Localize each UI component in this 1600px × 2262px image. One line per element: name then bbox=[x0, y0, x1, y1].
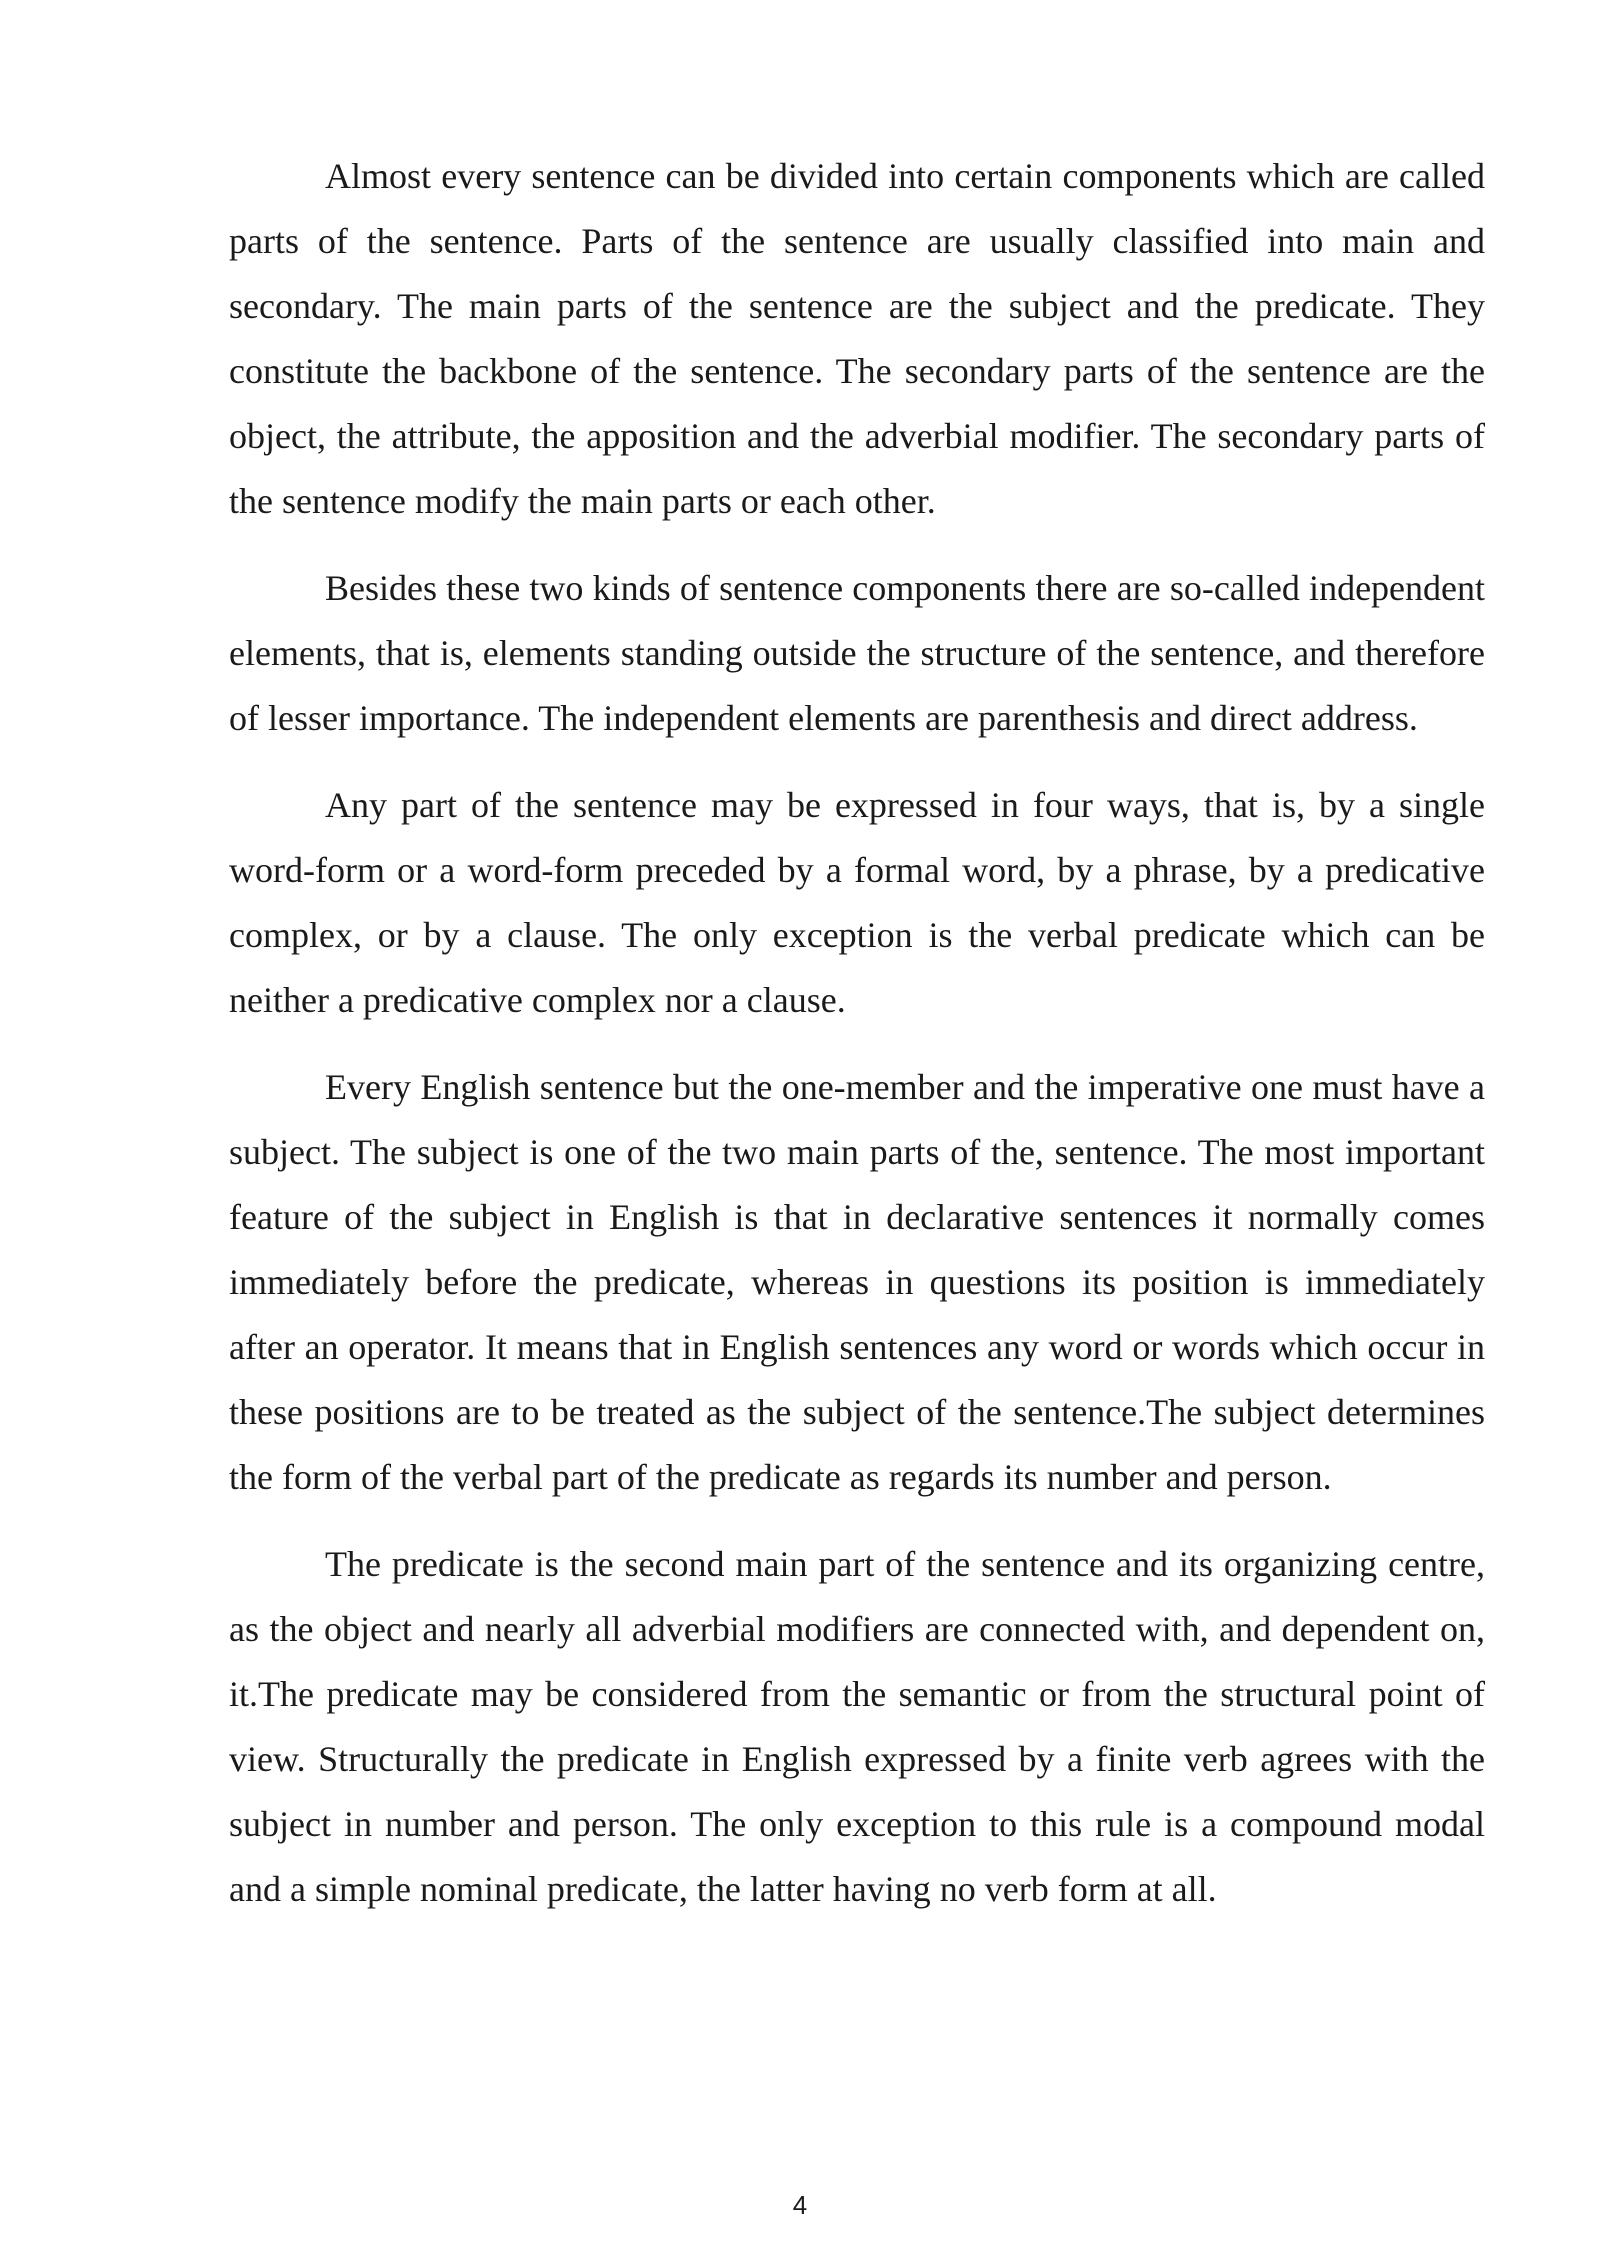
paragraph-1: Almost every sentence can be divided into certain components which are called parts of the sentence. Parts of the sentence are usually classified into main and secondary. The main parts of the sentence are the subject and the predicate. They constitute the backbone of the sentence. The secondary parts of the sentence are the object, the attribute, the apposition and the adverbial modifier. The secondary parts of the sentence modify the main parts or each other. bbox=[229, 156, 1485, 521]
body-text bbox=[229, 144, 1485, 1944]
paragraph-2: Besides these two kinds of sentence components there are so-called independent elements, that is, elements standing outside the structure of the sentence, and therefore of lesser importance. The independent elements are parenthesis and direct address. bbox=[229, 568, 1485, 738]
page-number: 4 bbox=[792, 2190, 808, 2220]
paragraph-5: The predicate is the second main part of the sentence and its organizing centre, as the object and nearly all adverbial modifiers are connected with, and dependent on, it.The predicate may be considered from the semantic or from the structural point of view. Structurally the predicate in English expressed by a finite verb agrees with the subject in number and person. The only exception to this rule is a compound modal and a simple nominal predicate, the latter having no verb form at all. bbox=[229, 1544, 1485, 1909]
paragraph-3: Any part of the sentence may be expressed in four ways, that is, by a single word-form or a word-form preceded by a formal word, by a phrase, by a predicative complex, or by a clause. The only exception is the verbal predicate which can be neither a predicative complex nor a clause. bbox=[229, 785, 1485, 1020]
paragraph-4: Every English sentence but the one-member and the imperative one must have a subject. The subject is one of the two main parts of the, sentence. The most important feature of the subject in English is that in declarative sentences it normally comes immediately before the predicate, whereas in questions its position is immediately after an operator. It means that in English sentences any word or words which occur in these positions are to be treated as the subject of the sentence.The subject determines the form of the verbal part of the predicate as regards its number and person. bbox=[229, 1067, 1485, 1497]
